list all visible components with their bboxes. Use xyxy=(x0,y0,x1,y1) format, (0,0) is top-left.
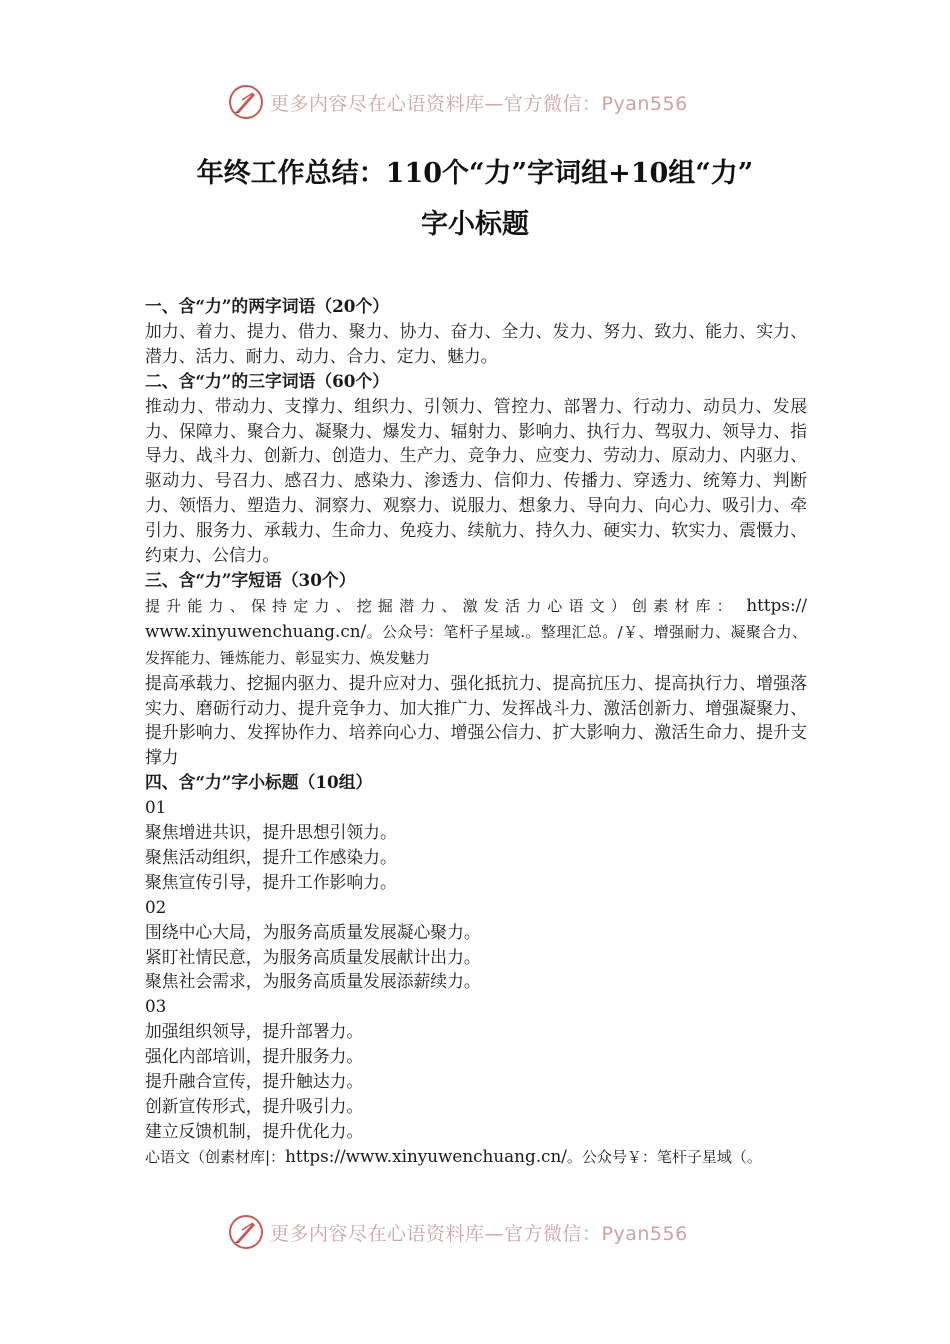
group-01-line-1: 聚焦增进共识，提升思想引领力。 xyxy=(145,822,397,843)
watermark-banner-bottom xyxy=(228,1212,688,1252)
page-title-line-1: 年终工作总结：110个“力”字词组+10组“力” xyxy=(196,158,754,189)
section-4-heading: 四、含“力”字小标题（10组） xyxy=(145,772,373,793)
section-3-url-part-1: https:// xyxy=(746,594,807,615)
group-02-line-3: 聚焦社会需求，为服务高质量发展添薪续力。 xyxy=(145,971,481,992)
section-3-mixed-text-a: 提升能力、保持定力、挖掘潜力、激发活力心语文）创素材库： xyxy=(145,596,738,615)
quill-pen-icon xyxy=(228,1214,264,1250)
group-02-line-1: 围绕中心大局，为服务高质量发展凝心聚力。 xyxy=(145,921,481,942)
section-2-body: 推动力、带动力、支撑力、组织力、引领力、管控力、部署力、行动力、动员力、发展力、保障力、聚合力、凝聚力、爆发力、辐射力、影响力、执行力、驾驭力、领导力、指导力、战斗力、创新力、创造力、生产力、竞争力、应变力、劳动力、原动力、内驱力、驱动力、号召力、感召力、感染力、渗透力、信仰力、传播力、穿透力、统筹力、判断力、领悟力、塑造力、洞察力、观察力、说服力、想象力、导向力、向心力、吸引力、牵引力、服务力、承载力、生命力、免疫力、续航力、持久力、硬实力、软实力、震慑力、约束力、公信力。 xyxy=(145,395,807,566)
group-02-line-2: 紧盯社情民意，为服务高质量发展献计出力。 xyxy=(145,946,481,967)
group-03-line-3: 提升融合宣传，提升触达力。 xyxy=(145,1071,364,1092)
group-01-line-2: 聚焦活动组织，提升工作感染力。 xyxy=(145,846,397,867)
section-3-url-part-2: www.xinyuwenchuang.cn/ xyxy=(145,620,367,641)
group-03-line-1: 加强组织领导，提升部署力。 xyxy=(145,1021,364,1042)
group-02-number: 02 xyxy=(145,896,167,917)
group-03-line-4: 创新宣传形式，提升吸引力。 xyxy=(145,1096,364,1116)
watermark-banner-top xyxy=(228,82,688,122)
footer-note-url: https://www.xinyuwenchuang.cn/ xyxy=(285,1145,567,1166)
section-3-heading: 三、含“力”字短语（30个） xyxy=(145,569,356,590)
quill-pen-icon xyxy=(228,84,264,120)
group-01-line-3: 聚焦宣传引导，提升工作影响力。 xyxy=(145,871,397,892)
footer-note xyxy=(145,1144,807,1170)
section-3-mixed-text-b: 。公众号：笔杆子星域.。整理汇总。/￥、增强耐力、凝聚合力、发挥能力、锤炼能力、彰显实力、焕发魅力 xyxy=(145,622,807,667)
group-03-number: 03 xyxy=(145,996,167,1017)
section-1-heading: 一、含“力”的两字词语（20个） xyxy=(145,296,390,316)
footer-note-text-a: 心语文（创素材库|： xyxy=(145,1147,286,1166)
footer-note-text-b: 。公众号￥：笔杆子星域（。 xyxy=(566,1147,762,1166)
watermark-text: 更多内容尽在心语资料库—官方微信：Pyan556 xyxy=(270,1222,688,1245)
page-title-line-2: 字小标题 xyxy=(421,209,529,240)
group-03-line-5: 建立反馈机制，提升优化力。 xyxy=(145,1120,364,1141)
section-1-body: 加力、着力、提力、借力、聚力、协力、奋力、全力、发力、努力、致力、能力、实力、潜力、活力、耐力、动力、合力、定力、魅力。 xyxy=(145,320,807,366)
section-3-mixed-paragraph xyxy=(145,593,807,671)
section-2-heading: 二、含“力”的三字词语（60个） xyxy=(145,370,390,391)
watermark-text: 更多内容尽在心语资料库—官方微信：Pyan556 xyxy=(270,92,688,115)
document-body xyxy=(145,294,807,1170)
group-01-number: 01 xyxy=(145,797,167,818)
section-3-body: 提高承载力、挖掘内驱力、提升应对力、强化抵抗力、提高抗压力、提高执行力、增强落实力、磨砺行动力、提升竞争力、加大推广力、发挥战斗力、激活创新力、增强凝聚力、提升影响力、发挥协作力、培养向心力、增强公信力、扩大影响力、激活生命力、提升支撑力 xyxy=(145,672,807,768)
group-03-line-2: 强化内部培训，提升服务力。 xyxy=(145,1046,364,1067)
